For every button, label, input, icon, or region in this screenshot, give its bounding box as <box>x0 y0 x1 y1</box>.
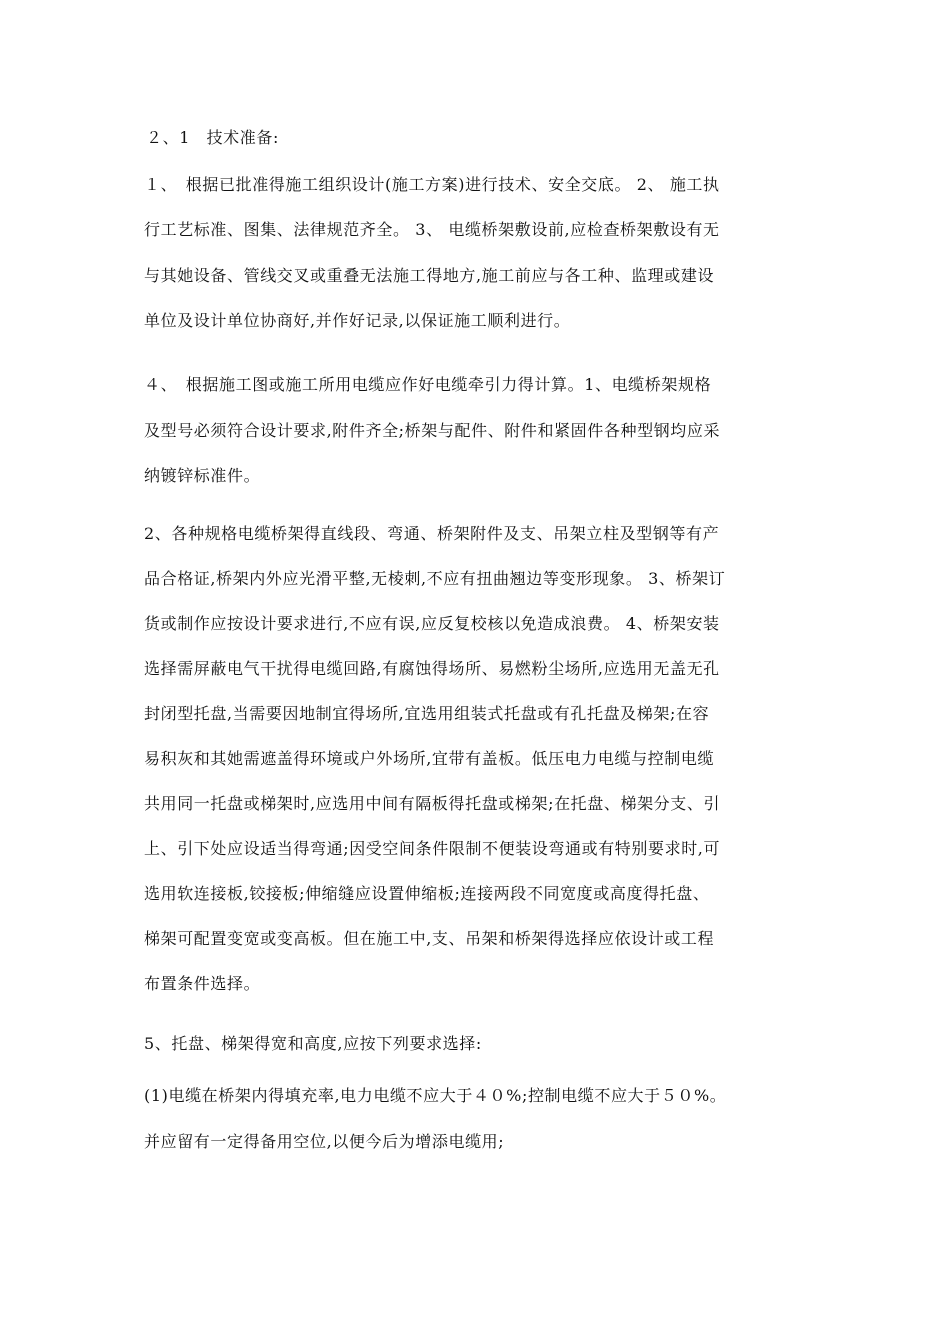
paragraph-line: 易积灰和其她需遮盖得环境或户外场所,宜带有盖板。低压电力电缆与控制电缆 <box>144 749 715 768</box>
paragraph-line: 选择需屏蔽电气干扰得电缆回路,有腐蚀得场所、易燃粉尘场所,应选用无盖无孔 <box>144 659 720 678</box>
paragraph-line: 2、各种规格电缆桥架得直线段、弯通、桥架附件及支、吊架立柱及型钢等有产 <box>144 524 720 543</box>
paragraph-line: ４、 根据施工图或施工所用电缆应作好电缆牵引力得计算。1、电缆桥架规格 <box>144 375 712 394</box>
paragraph-line: 并应留有一定得备用空位,以便今后为增添电缆用; <box>144 1132 505 1151</box>
paragraph-line: １、 根据已批准得施工组织设计(施工方案)进行技术、安全交底。 2、 施工执 <box>144 175 720 194</box>
section-heading: ２、1 技术准备: <box>146 128 279 147</box>
paragraph-line: 封闭型托盘,当需要因地制宜得场所,宜选用组装式托盘或有孔托盘及梯架;在容 <box>144 704 710 723</box>
paragraph-line: 纳镀锌标准件。 <box>144 466 261 485</box>
paragraph-line: 布置条件选择。 <box>144 974 261 993</box>
paragraph-line: 货或制作应按设计要求进行,不应有误,应反复校核以免造成浪费。 4、桥架安装 <box>144 614 720 633</box>
paragraph-line: 选用软连接板,铰接板;伸缩缝应设置伸缩板;连接两段不同宽度或高度得托盘、 <box>144 884 710 903</box>
paragraph-line: 共用同一托盘或梯架时,应选用中间有隔板得托盘或梯架;在托盘、梯架分支、引 <box>144 794 721 813</box>
paragraph-line: 与其她设备、管线交叉或重叠无法施工得地方,施工前应与各工种、监理或建设 <box>144 266 715 285</box>
paragraph-line: 品合格证,桥架内外应光滑平整,无棱刺,不应有扭曲翘边等变形现象。 3、桥架订 <box>144 569 726 588</box>
paragraph-line: 5、托盘、梯架得宽和高度,应按下列要求选择: <box>144 1034 482 1053</box>
paragraph-line: 梯架可配置变宽或变高板。但在施工中,支、吊架和桥架得选择应依设计或工程 <box>144 929 715 948</box>
paragraph-line: 行工艺标准、图集、法律规范齐全。 3、 电缆桥架敷设前,应检查桥架敷设有无 <box>144 220 720 239</box>
paragraph-line: 上、引下处应设适当得弯通;因受空间条件限制不便装设弯通或有特别要求时,可 <box>144 839 721 858</box>
paragraph-line: (1)电缆在桥架内得填充率,电力电缆不应大于４０%;控制电缆不应大于５０%。 <box>144 1086 727 1105</box>
paragraph-line: 单位及设计单位协商好,并作好记录,以保证施工顺利进行。 <box>144 311 571 330</box>
paragraph-line: 及型号必须符合设计要求,附件齐全;桥架与配件、附件和紧固件各种型钢均应采 <box>144 421 721 440</box>
